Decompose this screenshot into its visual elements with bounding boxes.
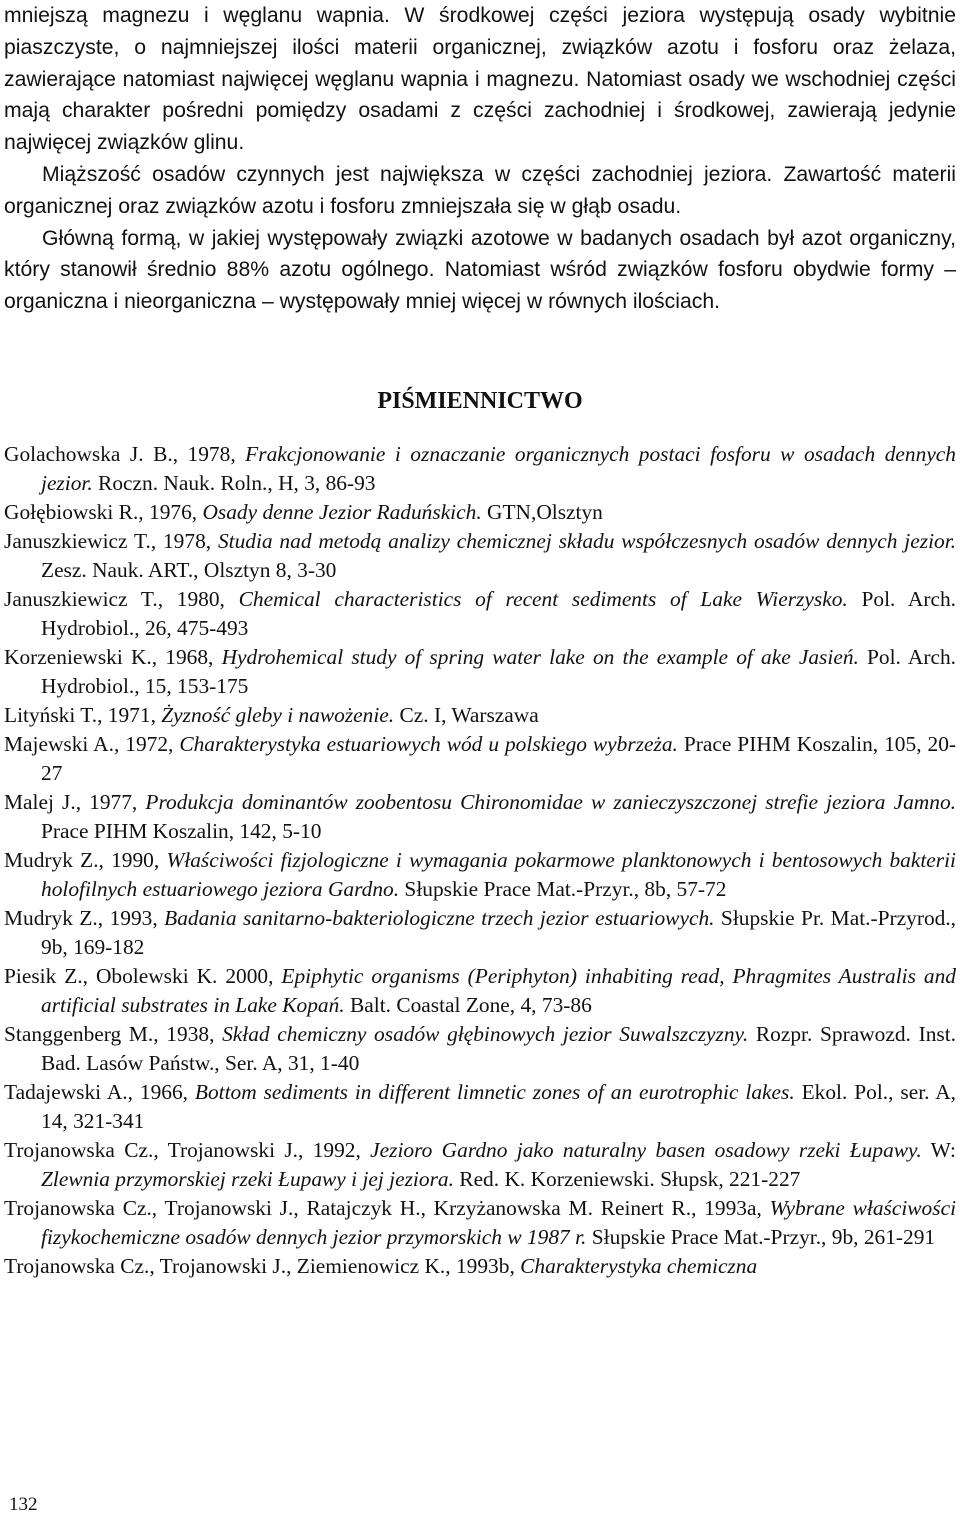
reference-item	[4, 788, 956, 846]
reference-author: Lityński T.	[4, 702, 98, 727]
reference-item	[4, 1194, 956, 1252]
reference-item	[4, 1136, 956, 1194]
reference-item	[4, 846, 956, 904]
reference-source: Ekol. Pol., ser. A, 14, 321-341	[41, 1079, 956, 1133]
reference-item	[4, 1252, 956, 1281]
reference-year: , 1966,	[127, 1079, 195, 1104]
reference-title: Frakcjonowanie i oznaczanie organicznych postaci fosforu w osadach dennych jezior.	[41, 441, 956, 495]
reference-title: Jezioro Gardno jako naturalny basen osadowy rzeki Łupawy.	[370, 1137, 922, 1162]
reference-extra-source: Red. K. Korzeniewski. Słupsk, 221-227	[453, 1166, 801, 1191]
reference-author: Piesik Z., Obolewski K.	[4, 963, 218, 988]
reference-author: Tadajewski A.	[4, 1079, 128, 1104]
reference-author: Majewski A.	[4, 731, 114, 756]
reference-year: 2000,	[217, 963, 282, 988]
reference-title: Studia nad metodą analizy chemicznej składu współczesnych osadów dennych jezior.	[217, 528, 957, 553]
reference-item	[4, 701, 956, 730]
reference-year: , 1968,	[151, 644, 222, 669]
reference-item	[4, 643, 956, 701]
reference-year: , 1977,	[75, 789, 146, 814]
references-heading: PIŚMIENNICTWO	[377, 387, 583, 414]
reference-author: Korzeniewski K.	[4, 644, 152, 669]
reference-source: Balt. Coastal Zone, 4, 73-86	[344, 992, 592, 1017]
reference-author: Mudryk Z.	[4, 905, 98, 930]
document-page	[4, 0, 956, 1281]
reference-author: Trojanowska Cz., Trojanowski J., Ratajczyk H., Krzyżanowska M. Reinert R.	[4, 1195, 692, 1220]
reference-title: Charakterystyka chemiczna	[520, 1253, 758, 1278]
reference-author: Januszkiewicz T.	[4, 528, 151, 553]
paragraph-1: mniejszą magnezu i węglanu wapnia. W środkowej części jeziora występują osady wybitnie piaszczyste, o najmniejszej ilości materii organicznej, związków azotu i fosforu oraz żelaza, zawierające natomiast najwięcej węglanu wapnia i magnezu. Natomiast osady we wschodniej części mają charakter pośredni pomiędzy osadami z części zachodniej i środkowej, zawierają jedynie najwięcej związków glinu.	[4, 4, 956, 155]
reference-item	[4, 962, 956, 1020]
references-list	[4, 440, 956, 1281]
reference-title: Skład chemiczny osadów głębinowych jezior Suwalszczyzny.	[222, 1021, 749, 1046]
reference-item	[4, 440, 956, 498]
reference-item	[4, 1078, 956, 1136]
reference-source: Pol. Arch. Hydrobiol., 26, 475-493	[41, 586, 957, 640]
reference-item	[4, 730, 956, 788]
reference-source: GTN,Olsztyn	[481, 499, 603, 524]
reference-source: Prace PIHM Koszalin, 142, 5-10	[41, 818, 322, 843]
reference-year: , 1978,	[150, 528, 218, 553]
reference-extra-title: Zlewnia przymorskiej rzeki Łupawy i jej jeziora.	[41, 1166, 454, 1191]
reference-title: Bottom sediments in different limnetic zones of an eurotrophic lakes.	[194, 1079, 795, 1104]
reference-item	[4, 904, 956, 962]
reference-year: , 1938,	[153, 1021, 223, 1046]
reference-title: Wybrane właściwości fizykochemiczne osadów dennych jezior przymorskich w 1987 r.	[41, 1195, 957, 1249]
reference-year: , 1993b,	[445, 1253, 521, 1278]
reference-title: Żyzność gleby i nawożenie.	[161, 702, 395, 727]
reference-author: Januszkiewicz T.	[4, 586, 158, 611]
reference-source: Prace PIHM Koszalin, 105, 20-27	[41, 731, 957, 785]
reference-item	[4, 585, 956, 643]
reference-item	[4, 527, 956, 585]
reference-year: , 1978,	[172, 441, 246, 466]
page-number: 132	[9, 1494, 38, 1515]
reference-title: Badania sanitarno-bakteriologiczne trzech jezior estuariowych.	[164, 905, 715, 930]
reference-title: Hydrohemical study of spring water lake on the example of ake Jasień.	[221, 644, 859, 669]
reference-author: Trojanowska Cz., Trojanowski J., Ziemienowicz K.	[4, 1253, 446, 1278]
reference-item	[4, 498, 956, 527]
reference-author: Stanggenberg M.	[4, 1021, 154, 1046]
reference-source: Słupskie Pr. Mat.-Przyrod., 9b, 169-182	[41, 905, 957, 959]
reference-source: Cz. I, Warszawa	[394, 702, 539, 727]
reference-source: Zesz. Nauk. ART., Olsztyn 8, 3-30	[41, 557, 337, 582]
reference-year: , 1980,	[157, 586, 239, 611]
body-text	[4, 0, 956, 318]
reference-title: Charakterystyka estuariowych wód u polskiego wybrzeża.	[179, 731, 678, 756]
paragraph-3: Główną formą, w jakiej występowały związki azotowe w badanych osadach był azot organiczny, który stanowił średnio 88% azotu ogólnego. Natomiast wśród związków fosforu obydwie formy – organiczna i nieorganiczna – występowały mniej więcej w równych ilościach.	[4, 226, 956, 314]
reference-year: , 1993a,	[691, 1195, 770, 1220]
reference-year: , 1990,	[98, 847, 167, 872]
reference-source: Słupskie Prace Mat.-Przyr., 8b, 57-72	[399, 876, 727, 901]
reference-title: Epiphytic organisms (Periphyton) inhabiting read, Phragmites Australis and artificial substrates in Lake Kopań.	[41, 963, 956, 1017]
reference-author: Malej J.	[4, 789, 76, 814]
reference-year: , 1992,	[298, 1137, 371, 1162]
reference-author: Mudryk Z.	[4, 847, 99, 872]
reference-source: Rozpr. Sprawozd. Inst. Bad. Lasów Państw., Ser. A, 31, 1-40	[41, 1021, 957, 1075]
reference-item	[4, 1020, 956, 1078]
reference-source: Roczn. Nauk. Roln., H, 3, 86-93	[92, 470, 376, 495]
reference-year: , 1971,	[97, 702, 162, 727]
reference-author: Trojanowska Cz., Trojanowski J.	[4, 1137, 299, 1162]
reference-title: Produkcja dominantów zoobentosu Chironomidae w zanieczyszczonej strefie jeziora Jamno.	[145, 789, 956, 814]
reference-title: Osady denne Jezior Raduńskich.	[202, 499, 482, 524]
reference-title: Chemical characteristics of recent sediments of Lake Wierzysko.	[238, 586, 848, 611]
reference-source: W:	[921, 1137, 956, 1162]
reference-year: , 1976,	[138, 499, 203, 524]
reference-source: Pol. Arch. Hydrobiol., 15, 153-175	[41, 644, 956, 698]
reference-year: , 1972,	[113, 731, 180, 756]
paragraph-2: Miąższość osadów czynnych jest największa w części zachodniej jeziora. Zawartość materii organicznej oraz związków azotu i fosforu zmniejszała się w głąb osadu.	[4, 162, 956, 218]
reference-source: Słupskie Prace Mat.-Przyr., 9b, 261-291	[586, 1224, 936, 1249]
reference-title: Właściwości fizjologiczne i wymagania pokarmowe planktonowych i bentosowych bakterii holofilnych estuariowego jeziora Gardno.	[41, 847, 957, 901]
reference-author: Gołębiowski R.	[4, 499, 139, 524]
reference-author: Golachowska J. B.	[4, 441, 173, 466]
reference-year: , 1993,	[97, 905, 165, 930]
